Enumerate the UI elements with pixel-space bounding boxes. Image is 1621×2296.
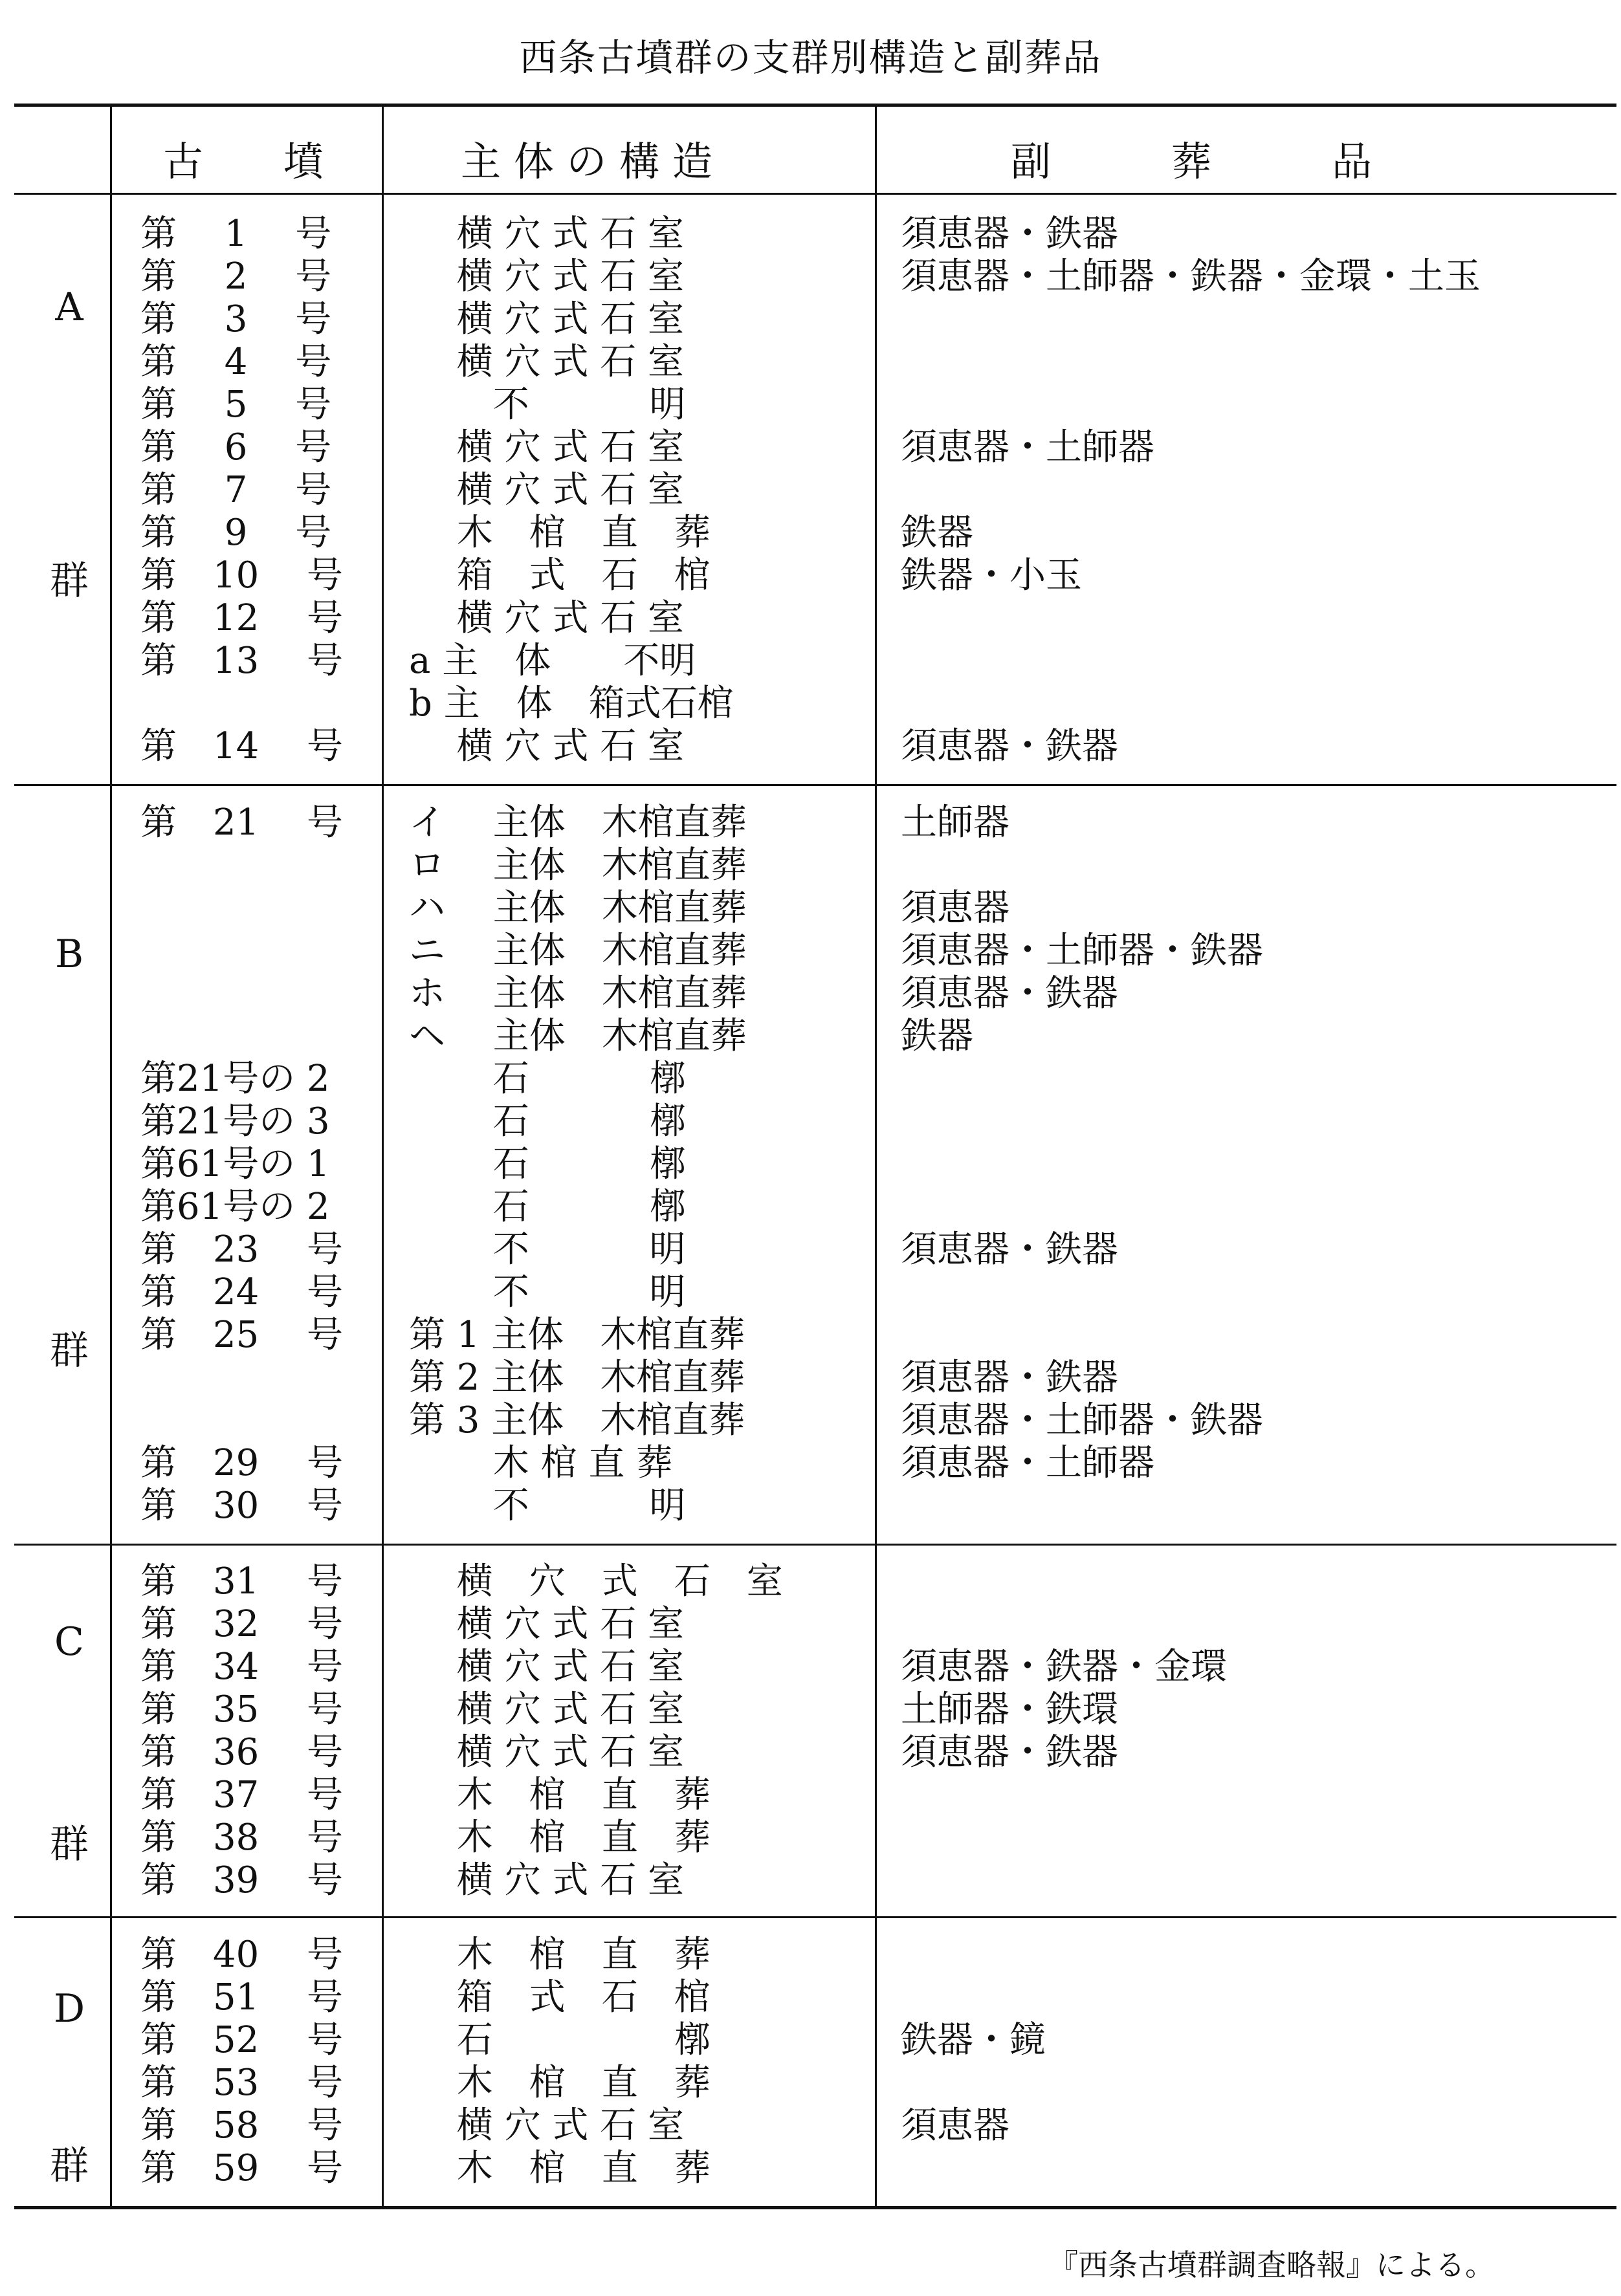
tumulus-cell: 第 53 号	[140, 2062, 344, 2104]
structure-cell: ヘ 主体 木棺直葬	[409, 1015, 747, 1057]
tumulus-cell: 第 35 号	[140, 1689, 344, 1731]
goods-cell: 須恵器・鉄器	[901, 1731, 1118, 1773]
goods-cell: 須恵器・鉄器	[901, 1357, 1118, 1399]
goods-cell: 須恵器・鉄器	[901, 1229, 1118, 1271]
structure-cell: 木 棺 直 葬	[409, 2147, 711, 2189]
structure-cell: 横 穴 式 石 室	[409, 1646, 685, 1688]
structure-cell: 横 穴 式 石 室	[409, 256, 685, 298]
goods-cell: 土師器	[901, 802, 1009, 844]
structure-cell: 不 明	[409, 384, 686, 426]
header-rule	[14, 193, 1616, 195]
structure-cell: 木 棺 直 葬	[409, 2062, 711, 2104]
tumulus-cell: 第 30 号	[140, 1485, 344, 1527]
tumulus-cell: 第21号の 3	[140, 1100, 330, 1143]
group-letter: A	[55, 285, 83, 330]
tumulus-cell: 第 6 号	[140, 426, 332, 468]
structure-cell: 石 槨	[409, 1143, 686, 1185]
group-letter: D	[53, 1986, 85, 2031]
structure-cell: 木 棺 直 葬	[409, 1934, 711, 1976]
goods-cell: 須恵器・土師器・鉄器	[901, 930, 1263, 972]
goods-cell: 鉄器・鏡	[901, 2019, 1046, 2061]
structure-cell: ホ 主体 木棺直葬	[409, 972, 747, 1014]
structure-cell: イ 主体 木棺直葬	[409, 802, 747, 844]
group-divider-cd	[14, 1916, 1616, 1918]
structure-cell: 木 棺 直 葬	[409, 1817, 711, 1859]
structure-cell: 石 槨	[409, 1186, 686, 1228]
tumulus-cell: 第 4 号	[140, 341, 332, 383]
structure-cell: 横 穴 式 石 室	[409, 1603, 685, 1645]
header-goods: 副 葬 品	[1011, 138, 1373, 185]
goods-cell: 須恵器・鉄器	[901, 972, 1118, 1014]
structure-cell: 石 槨	[409, 1100, 686, 1143]
tumulus-cell: 第 1 号	[140, 213, 332, 255]
tumulus-cell: 第 32 号	[140, 1603, 344, 1645]
tumulus-cell: 第 31 号	[140, 1560, 344, 1602]
tumulus-cell: 第 23 号	[140, 1229, 344, 1271]
tumulus-cell: 第 24 号	[140, 1271, 344, 1313]
tumulus-cell: 第 37 号	[140, 1774, 344, 1816]
tumulus-cell: 第 12 号	[140, 597, 344, 639]
tumulus-cell: 第 3 号	[140, 298, 332, 340]
structure-cell: ハ 主体 木棺直葬	[409, 887, 747, 929]
structure-cell: 横 穴 式 石 室	[409, 1731, 685, 1773]
structure-cell: 第 1 主体 木棺直葬	[409, 1314, 745, 1356]
tumulus-cell: 第 10 号	[140, 554, 344, 596]
tumulus-cell: 第 5 号	[140, 384, 332, 426]
bottom-rule	[14, 2206, 1616, 2209]
structure-cell: 第 3 主体 木棺直葬	[409, 1399, 745, 1441]
tumulus-cell: 第 34 号	[140, 1646, 344, 1688]
goods-cell: 鉄器	[901, 1015, 973, 1057]
column-divider-3	[875, 104, 877, 2209]
tumulus-cell: 第21号の 2	[140, 1058, 330, 1100]
tumulus-cell: 第 36 号	[140, 1731, 344, 1773]
tumulus-cell: 第 59 号	[140, 2147, 344, 2189]
goods-cell: 須恵器・鉄器・金環	[901, 1646, 1227, 1688]
structure-cell: 木 棺 直 葬	[409, 1442, 673, 1484]
group-label: 群	[50, 1822, 89, 1867]
goods-cell: 須恵器・土師器・鉄器・金環・土玉	[901, 256, 1481, 298]
goods-cell: 須恵器・土師器・鉄器	[901, 1399, 1263, 1441]
group-label: 群	[50, 558, 89, 604]
structure-cell: 箱 式 石 棺	[409, 554, 711, 596]
structure-cell: 不 明	[409, 1229, 686, 1271]
tumulus-cell: 第61号の 2	[140, 1186, 330, 1228]
goods-cell: 土師器・鉄環	[901, 1689, 1118, 1731]
goods-cell: 須恵器・土師器	[901, 426, 1154, 468]
structure-cell: b 主 体 箱式石棺	[409, 683, 734, 725]
header-structure: 主 体 の 構 造	[461, 138, 712, 185]
page-title: 西条古墳群の支群別構造と副葬品	[519, 36, 1102, 80]
tumulus-cell: 第 2 号	[140, 256, 332, 298]
structure-cell: 木 棺 直 葬	[409, 1774, 711, 1816]
structure-cell: 横 穴 式 石 室	[409, 341, 685, 383]
group-letter: C	[54, 1619, 84, 1665]
structure-cell: 箱 式 石 棺	[409, 1976, 711, 2018]
structure-cell: 横 穴 式 石 室	[409, 1560, 783, 1602]
structure-cell: 横 穴 式 石 室	[409, 725, 685, 767]
goods-cell: 鉄器・小玉	[901, 554, 1082, 596]
structure-cell: 横 穴 式 石 室	[409, 597, 685, 639]
goods-cell: 須恵器・鉄器	[901, 213, 1118, 255]
tumulus-cell: 第 29 号	[140, 1442, 344, 1484]
structure-cell: ニ 主体 木棺直葬	[409, 930, 747, 972]
top-rule	[14, 104, 1616, 107]
group-letter: B	[54, 932, 84, 977]
tumulus-cell: 第 52 号	[140, 2019, 344, 2061]
group-divider-bc	[14, 1544, 1616, 1546]
structure-cell: 横 穴 式 石 室	[409, 1689, 685, 1731]
header-tumulus: 古 墳	[163, 138, 324, 185]
goods-cell: 須恵器	[901, 887, 1009, 929]
group-divider-ab	[14, 784, 1616, 786]
tumulus-cell: 第 40 号	[140, 1934, 344, 1976]
tumulus-cell: 第 21 号	[140, 802, 344, 844]
structure-cell: a 主 体 不明	[409, 640, 696, 682]
tumulus-cell: 第 25 号	[140, 1314, 344, 1356]
tumulus-cell: 第 51 号	[140, 1976, 344, 2018]
structure-cell: 横 穴 式 石 室	[409, 2105, 685, 2147]
structure-cell: 石 槨	[409, 2019, 711, 2061]
group-label: 群	[50, 1328, 89, 1373]
goods-cell: 須恵器・鉄器	[901, 725, 1118, 767]
footnote: 『西条古墳群調査略報』による。	[1048, 2247, 1495, 2282]
structure-cell: 不 明	[409, 1485, 686, 1527]
structure-cell: 不 明	[409, 1271, 686, 1313]
group-label: 群	[50, 2143, 89, 2189]
goods-cell: 鉄器	[901, 512, 973, 554]
structure-cell: ロ 主体 木棺直葬	[409, 844, 747, 886]
tumulus-cell: 第 9 号	[140, 512, 332, 554]
structure-cell: 横 穴 式 石 室	[409, 426, 685, 468]
tumulus-table	[14, 104, 1616, 2209]
tumulus-cell: 第 13 号	[140, 640, 344, 682]
structure-cell: 横 穴 式 石 室	[409, 469, 685, 511]
tumulus-cell: 第 58 号	[140, 2105, 344, 2147]
structure-cell: 横 穴 式 石 室	[409, 213, 685, 255]
tumulus-cell: 第 14 号	[140, 725, 344, 767]
tumulus-cell: 第 39 号	[140, 1859, 344, 1901]
structure-cell: 横 穴 式 石 室	[409, 1859, 685, 1901]
structure-cell: 木 棺 直 葬	[409, 512, 711, 554]
tumulus-cell: 第 7 号	[140, 469, 332, 511]
goods-cell: 須恵器・土師器	[901, 1442, 1154, 1484]
tumulus-cell: 第61号の 1	[140, 1143, 330, 1185]
tumulus-cell: 第 38 号	[140, 1817, 344, 1859]
column-divider-1	[110, 104, 112, 2209]
structure-cell: 横 穴 式 石 室	[409, 298, 685, 340]
structure-cell: 石 槨	[409, 1058, 686, 1100]
goods-cell: 須恵器	[901, 2105, 1009, 2147]
structure-cell: 第 2 主体 木棺直葬	[409, 1357, 745, 1399]
